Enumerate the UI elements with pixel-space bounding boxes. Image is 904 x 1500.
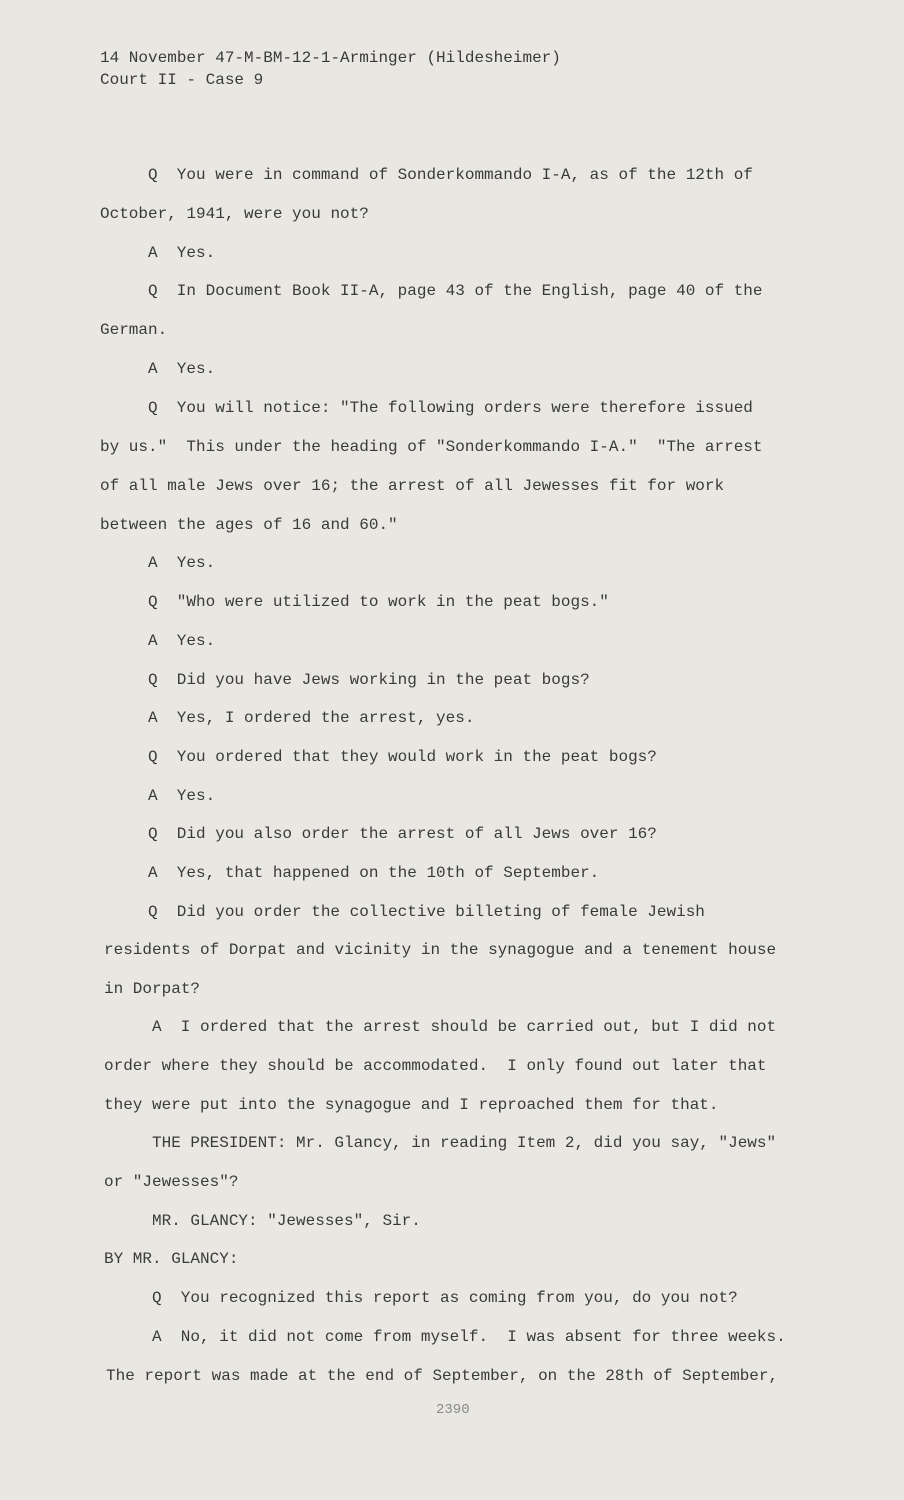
transcript-line: Q Did you have Jews working in the peat bogs? (148, 671, 590, 689)
transcript-line: A Yes. (148, 554, 216, 572)
transcript-line: Q "Who were utilized to work in the peat bogs." (148, 593, 609, 611)
transcript-line: of all male Jews over 16; the arrest of all Jewesses fit for work (100, 477, 725, 495)
transcript-line: A I ordered that the arrest should be carried out, but I did not (152, 1018, 777, 1036)
transcript-line: Q You were in command of Sonderkommando I-A, as of the 12th of (148, 166, 753, 184)
transcript-line: Q You recognized this report as coming from you, do you not? (152, 1289, 738, 1307)
transcript-line: Q Did you also order the arrest of all Jews over 16? (148, 825, 657, 843)
transcript-line: Q Did you order the collective billeting of female Jewish (148, 903, 705, 921)
transcript-line: The report was made at the end of September, on the 28th of September, (106, 1367, 779, 1385)
transcript-line: BY MR. GLANCY: (104, 1250, 239, 1268)
transcript-line: A No, it did not come from myself. I was absent for three weeks. (152, 1328, 786, 1346)
transcript-line: they were put into the synagogue and I reproached them for that. (104, 1096, 719, 1114)
transcript-line: between the ages of 16 and 60." (100, 516, 398, 534)
transcript-line: A Yes, I ordered the arrest, yes. (148, 709, 475, 727)
transcript-line: by us." This under the heading of "Sonderkommando I-A." "The arrest (100, 438, 763, 456)
transcript-line: October, 1941, were you not? (100, 205, 369, 223)
page-number: 2390 (436, 1402, 470, 1418)
transcript-line: A Yes. (148, 632, 216, 650)
transcript-line: German. (100, 321, 168, 339)
header-line-2: Court II - Case 9 (100, 71, 264, 89)
transcript-line: A Yes, that happened on the 10th of September. (148, 864, 600, 882)
transcript-line: in Dorpat? (104, 980, 201, 998)
transcript-line: or "Jewesses"? (104, 1173, 239, 1191)
transcript-line: A Yes. (148, 360, 216, 378)
transcript-line: MR. GLANCY: "Jewesses", Sir. (152, 1212, 421, 1230)
transcript-line: THE PRESIDENT: Mr. Glancy, in reading Item 2, did you say, "Jews" (152, 1134, 777, 1152)
transcript-line: A Yes. (148, 244, 216, 262)
transcript-line: Q You ordered that they would work in the peat bogs? (148, 748, 657, 766)
transcript-line: Q You will notice: "The following orders were therefore issued (148, 399, 753, 417)
transcript-line: order where they should be accommodated. I only found out later that (104, 1057, 767, 1075)
header-line-1: 14 November 47-M-BM-12-1-Arminger (Hildesheimer) (100, 49, 561, 67)
transcript-line: A Yes. (148, 787, 216, 805)
transcript-line: residents of Dorpat and vicinity in the synagogue and a tenement house (104, 941, 777, 959)
transcript-line: Q In Document Book II-A, page 43 of the English, page 40 of the (148, 282, 763, 300)
